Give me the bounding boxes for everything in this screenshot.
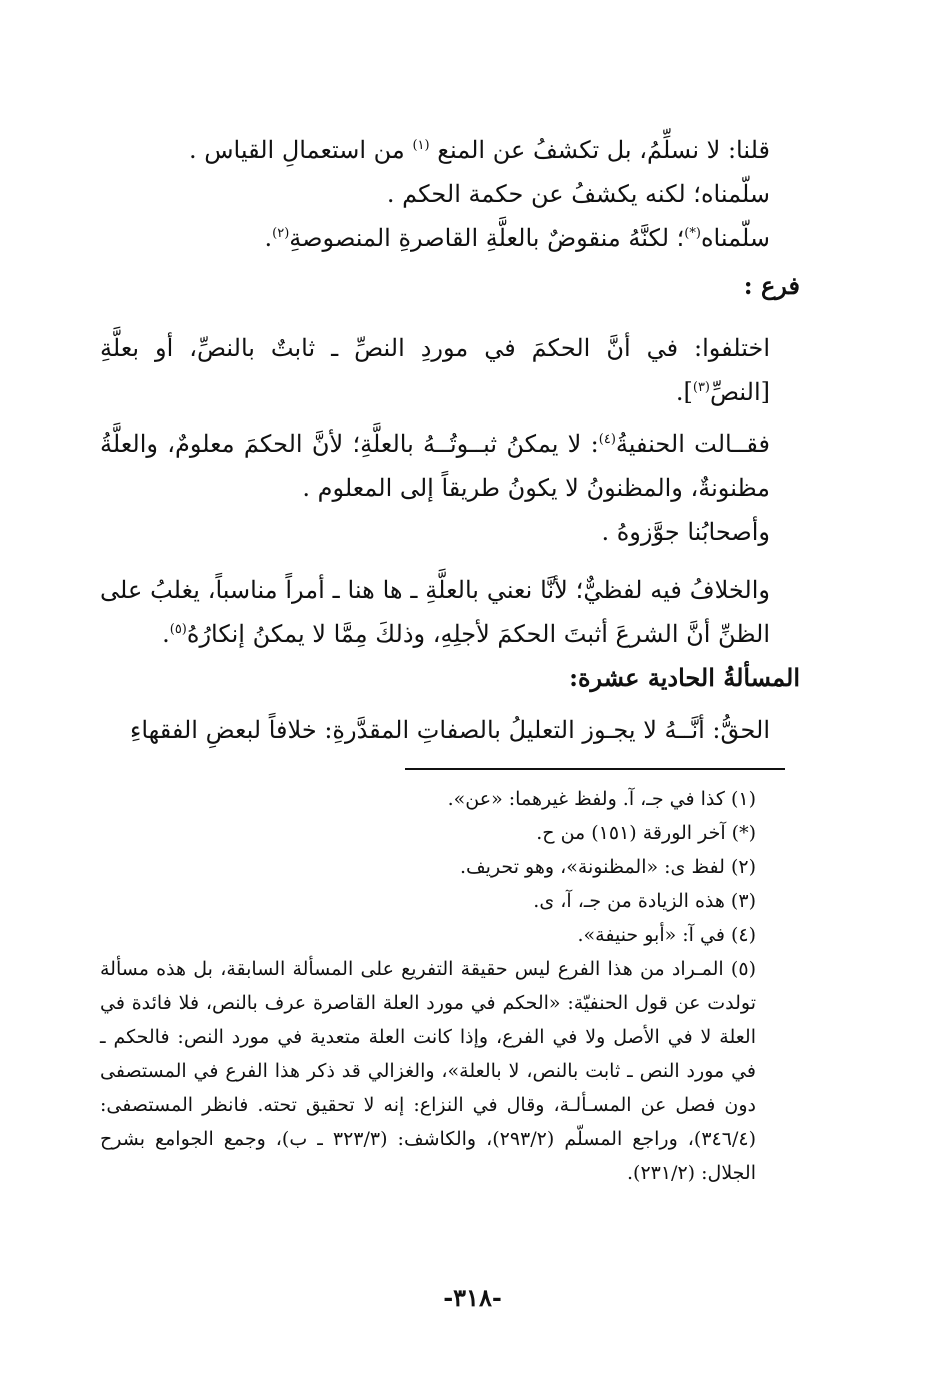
paragraph-hanafiyya-text bbox=[100, 422, 800, 510]
footnotes bbox=[100, 782, 790, 1190]
footnote-ref-4: (٤) bbox=[598, 432, 616, 447]
main-text-top bbox=[100, 128, 800, 308]
text-line-1 bbox=[100, 128, 800, 172]
paragraph-khilaf-text bbox=[100, 568, 800, 656]
paragraph-ashabuna: وأصحابُنا جوَّزوهُ . bbox=[601, 518, 770, 546]
paragraph-haqq bbox=[100, 708, 800, 752]
footnote-divider bbox=[405, 768, 785, 770]
footnote-5 bbox=[100, 952, 790, 1190]
footnote-ref-3: (٣) bbox=[692, 380, 710, 395]
footnote-ref-5: (٥) bbox=[169, 622, 187, 637]
footnote-3: (٣) هذه الزيادة من جـ، آ، ى. bbox=[533, 890, 756, 912]
paragraph-ikhtalafu-text bbox=[100, 326, 800, 414]
footnote-ref-star: (*) bbox=[684, 226, 701, 241]
paragraph-khilaf bbox=[100, 568, 800, 700]
footnote-star: (*) آخر الورقة (١٥١) من ح. bbox=[536, 822, 756, 844]
page-number: -٣١٨- bbox=[443, 1283, 502, 1312]
paragraph-ikhtalafu bbox=[100, 326, 800, 414]
para4-end: . bbox=[162, 620, 170, 648]
footnote-ref-2: (٢) bbox=[272, 226, 290, 241]
line1-tail: من استعمالِ القياس . bbox=[188, 136, 405, 164]
para2-rest: : لا يمكنُ ثبــوتُــهُ بالعلَّةِ؛ لأنَّ الحكمَ معلومٌ، والعلَّةُ مظنونةٌ، والمظنونُ لا يكونُ طريقاً إلى المعلوم . bbox=[100, 430, 770, 502]
line1-text: قلنا: لا نسلِّمُ، بل تكشفُ عن المنع bbox=[437, 136, 770, 164]
para2-start: فقــالت الحنفيةُ bbox=[615, 430, 770, 458]
paragraph-haqq-text: الحقُّ: أنَّــهُ لا يجـوز التعليلُ بالصفاتِ المقدَّرةِ: خلافاً لبعضِ الفقهاءِ bbox=[130, 716, 770, 744]
footnote-2: (٢) لفظ ى: «المظنونة»، وهو تحريف. bbox=[459, 856, 756, 878]
far3-heading: فرع : bbox=[743, 271, 800, 300]
line3-end: . bbox=[264, 224, 273, 252]
section-heading: المسألةُ الحادية عشرة: bbox=[569, 663, 800, 692]
text-line-3 bbox=[100, 216, 800, 260]
paragraph-hanafiyya bbox=[100, 422, 800, 554]
footnote-4: (٤) في آ: «أبو حنيفة». bbox=[577, 924, 756, 946]
line3-text: سلّمناه bbox=[700, 224, 770, 252]
text-line-2: سلّمناه؛ لكنه يكشفُ عن حكمة الحكم . bbox=[386, 180, 770, 208]
footnote-1: (١) كذا في جـ، آ. ولفظ غيرهما: «عن». bbox=[447, 788, 756, 810]
footnote-5-text: (٥) المـراد من هذا الفرع ليس حقيقة التفريع على المسألة السابقة، بل هذه مسألة تولدت عن قول الحنفيّة: «الحكم في مورد العلة القاصرة عرف بالنص، فلا فائدة في العلة لا في الأصل ولا في الفرع، وإذا كانت العلة متعدية في مورد النص: فالحكم ـ في مورد النص ـ ثابت بالنص، لا بالعلة»، والغزالي قد ذكر هذا الفرع في المستصفى دون فصل عن المسـألـة، وقال في النزاع: إنه لا تحقيق تحته. فانظر المستصفى: (٣٤٦/٤)، وراجع المسلّم (٢٩٣/٢)، والكاشف: (٣٢٣/٣ ـ ب)، وجمع الجوامع بشرح الجلال: (٢٣١/٢). bbox=[100, 958, 756, 1184]
line3-tail: ؛ لكنَّهُ منقوضٌ بالعلَّةِ القاصرةِ المنصوصةِ bbox=[289, 224, 685, 252]
para4-text: والخلافُ فيه لفظيٌّ؛ لأنَّا نعني بالعلَّةِ ـ ها هنا ـ أمراً مناسباً، يغلبُ على الظنِّ أنَّ الشرعَ أثبتَ الحكمَ لأجلِهِ، وذلكَ مِمَّا لا يمكنُ إنكارُهُ bbox=[100, 576, 770, 648]
para1-text: اختلفوا: في أنَّ الحكمَ في موردِ النصِّ ـ ثابتٌ بالنصِّ، أو بعلَّةِ [النصِّ bbox=[100, 334, 771, 406]
footnote-ref-1: (١) bbox=[412, 138, 430, 153]
para1-end: ]. bbox=[675, 378, 693, 406]
